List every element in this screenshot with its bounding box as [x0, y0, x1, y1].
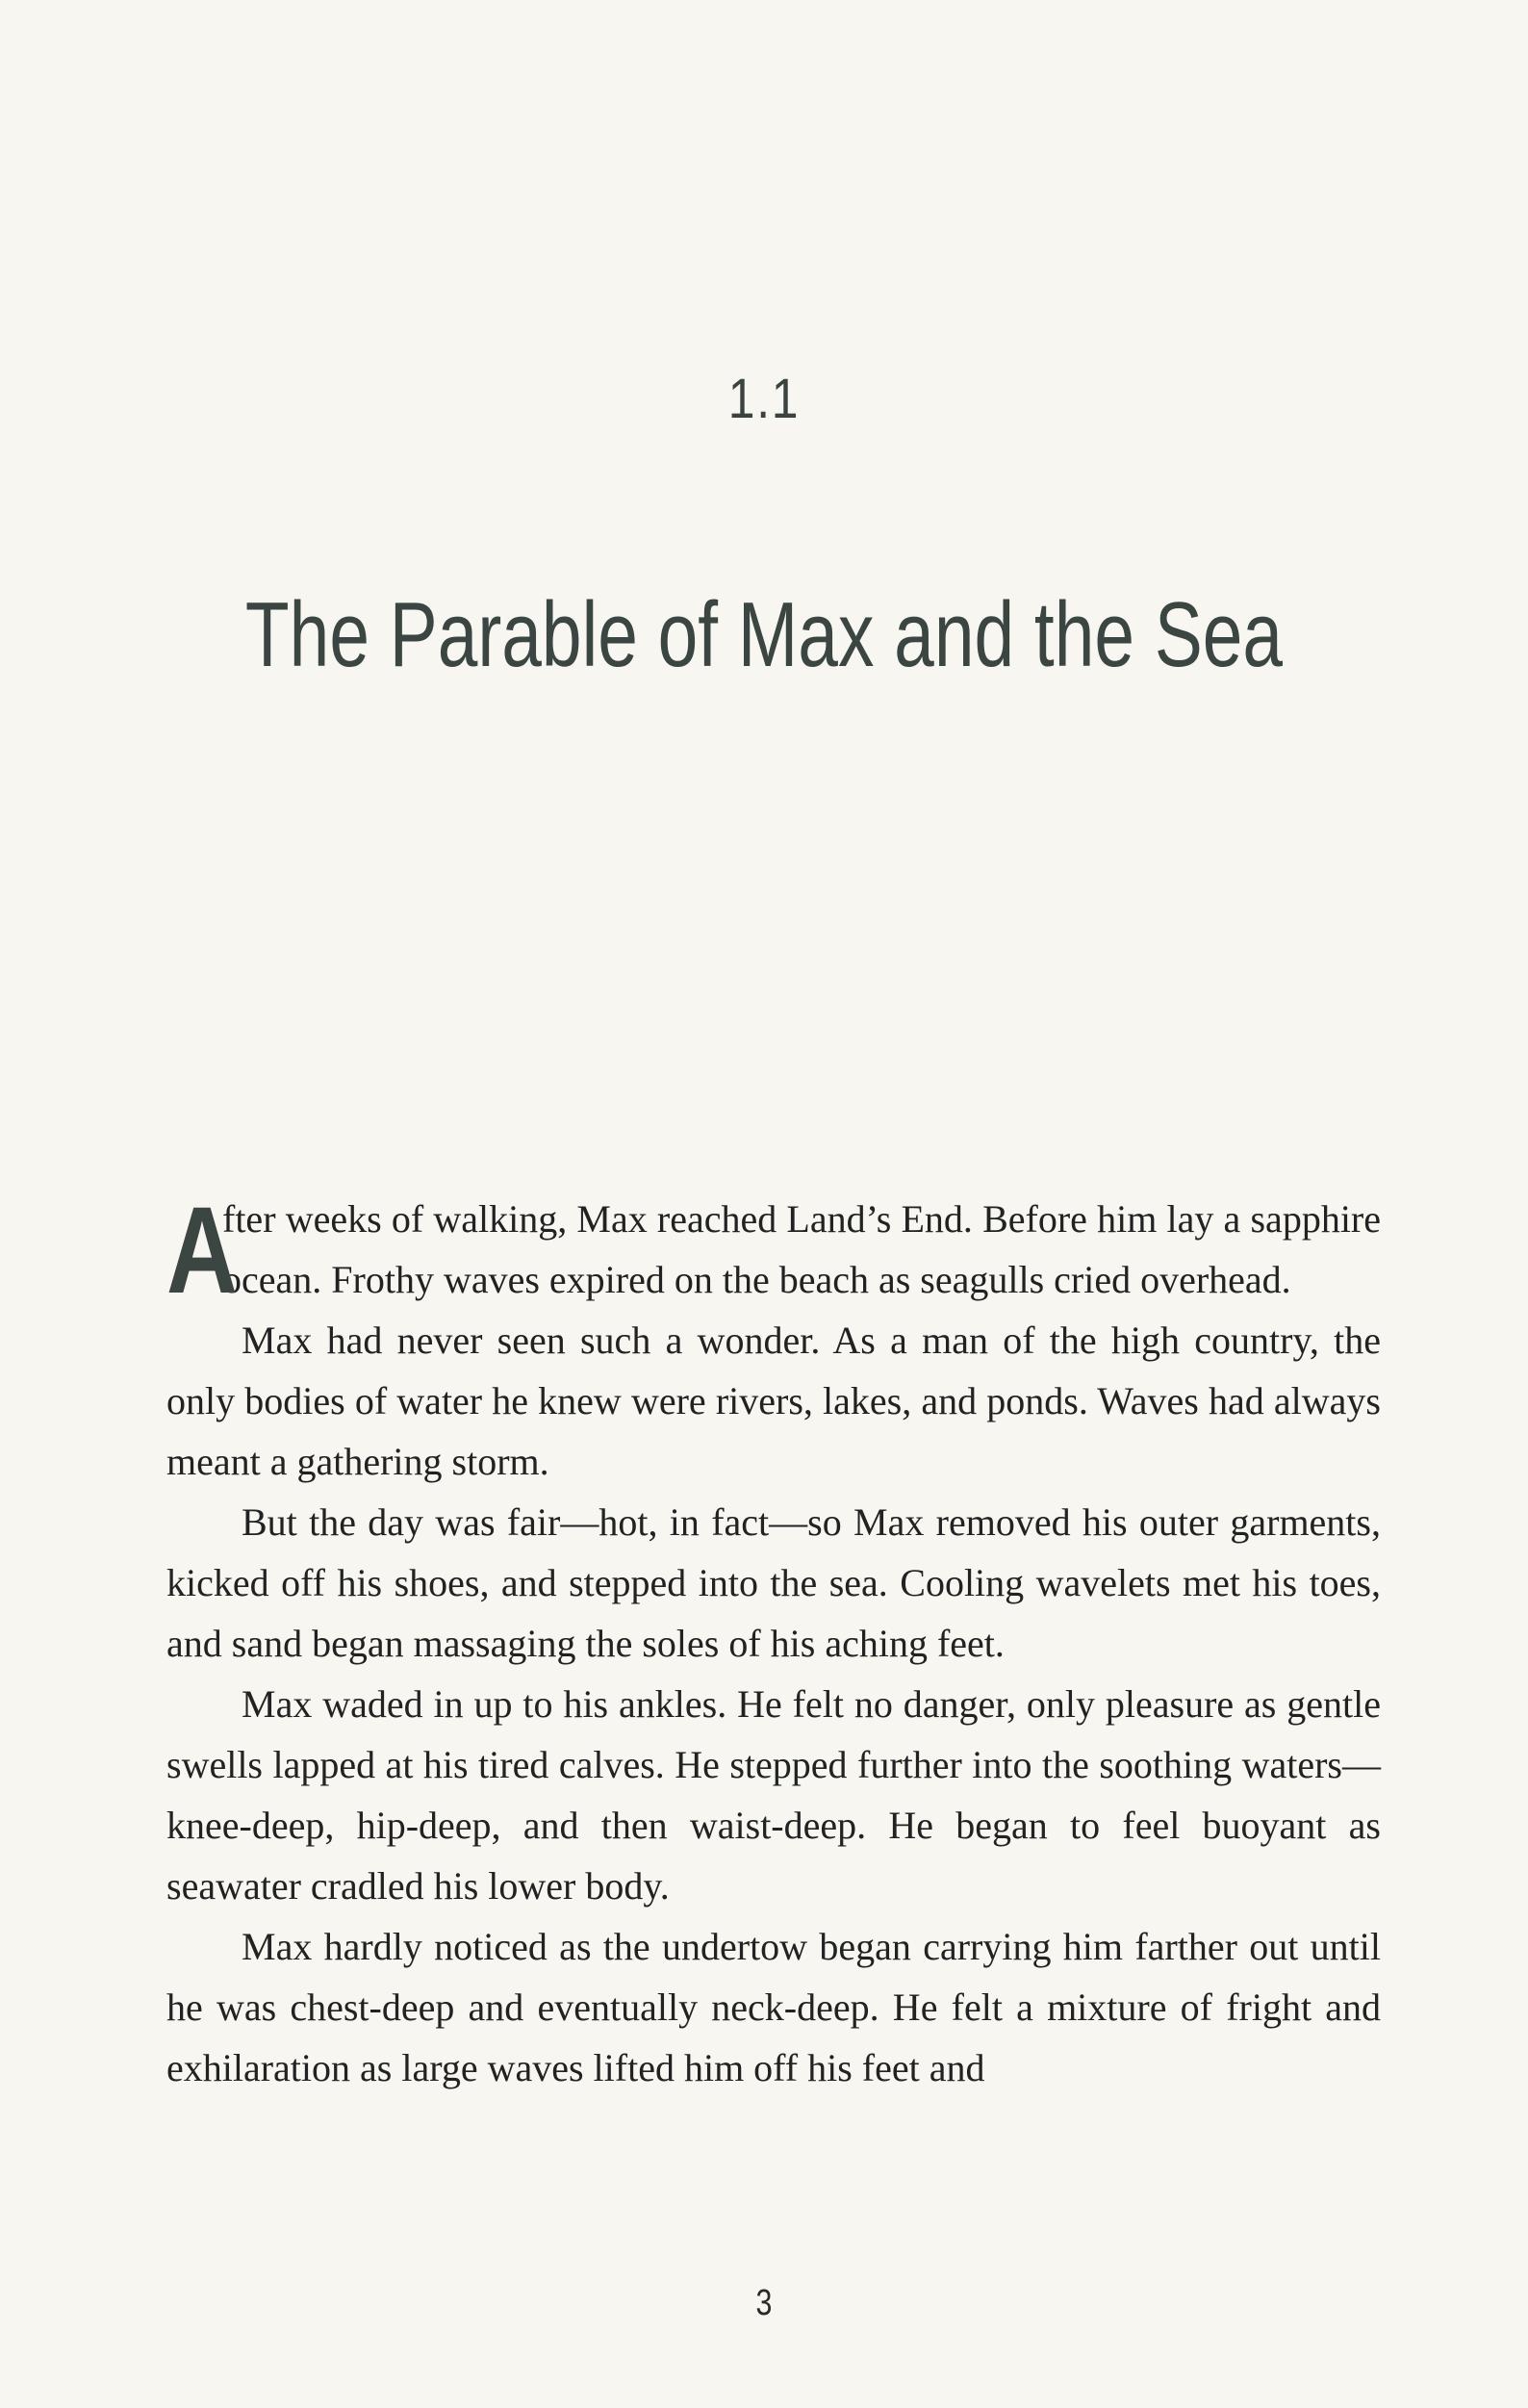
- paragraph-3: But the day was fair—hot, in fact—so Max removed his outer garments, kicked off his shoes, and stepped into the sea. Cooling wavelets met his toes, and sand began massaging the soles of his aching feet.: [166, 1500, 1381, 1665]
- drop-cap: A: [166, 1182, 238, 1319]
- paragraph-5: Max hardly noticed as the undertow began carrying him farther out until he was chest-deep and eventually neck-deep. He felt a mixture of fright and exhilaration as large waves lifted him off his feet and: [166, 1925, 1381, 2089]
- chapter-title: The Parable of Max and the Sea: [244, 583, 1284, 686]
- paragraph-1: [166, 1182, 1381, 1319]
- page-number: 3: [755, 2283, 773, 2323]
- chapter-number: 1.1: [727, 368, 801, 430]
- paragraph-1-text: fter weeks of walking, Max reached Land’s End. Before him lay a sapphire ocean. Frothy waves expired on the beach as seagulls cried overhead.: [222, 1197, 1381, 1301]
- paragraph-4: Max waded in up to his ankles. He felt no danger, only pleasure as gentle swells lapped at his tired calves. He stepped further into the soothing waters—knee-deep, hip-deep, and then waist-deep. He began to feel buoyant as seawater cradled his lower body.: [166, 1682, 1381, 1908]
- body-text: [166, 1182, 1381, 2098]
- paragraph-2: Max had never seen such a wonder. As a man of the high country, the only bodies of water he knew were rivers, lakes, and ponds. Waves had always meant a gathering storm.: [166, 1319, 1381, 1483]
